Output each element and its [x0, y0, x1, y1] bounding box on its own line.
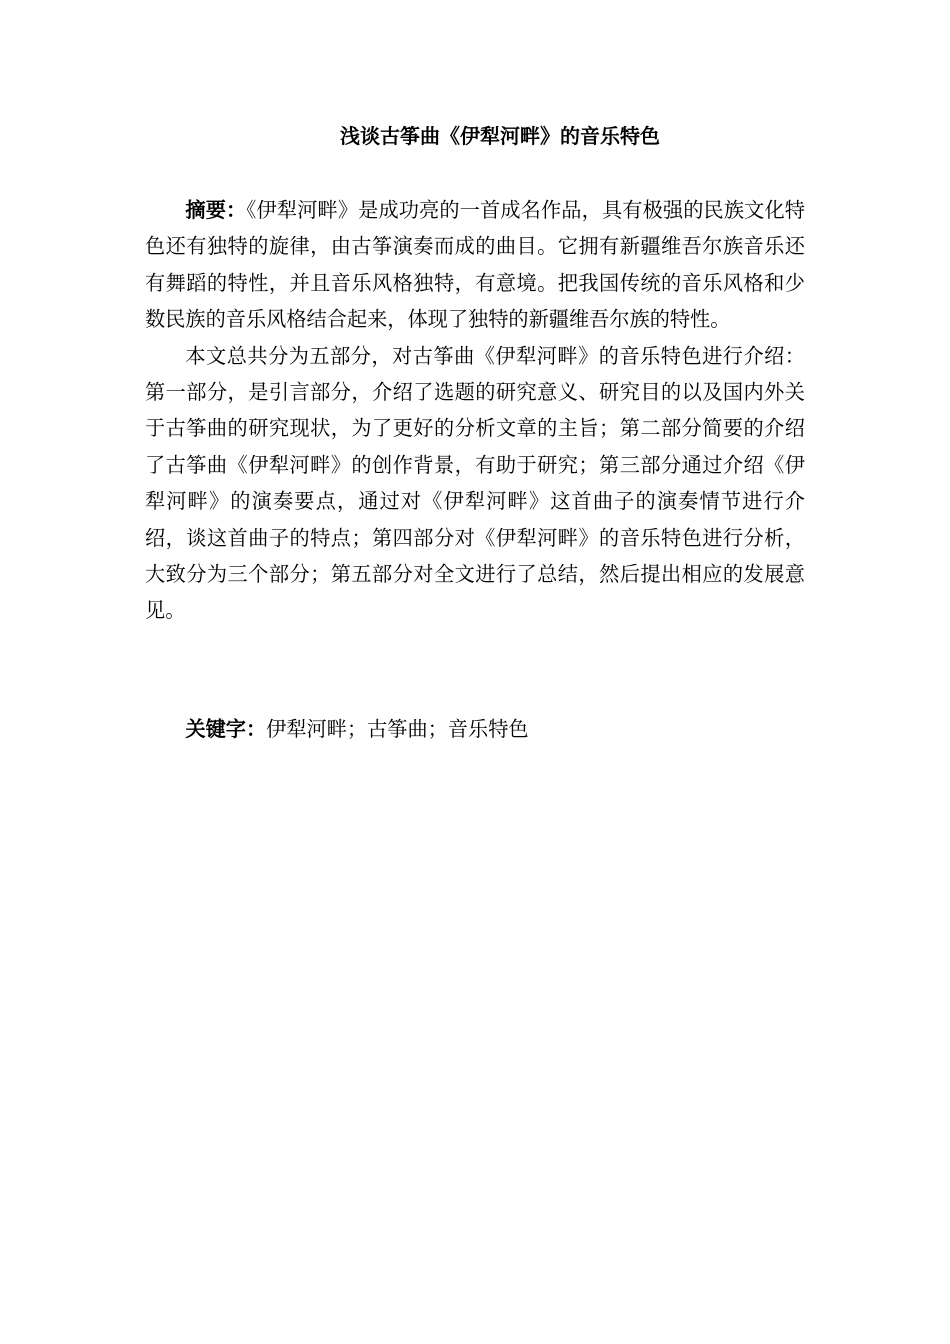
abstract-text-1: 《伊犁河畔》是成功亮的一首成名作品，具有极强的民族文化特色还有独特的旋律，由古筝演奏而成的曲目。它拥有新疆维吾尔族音乐还有舞蹈的特性，并且音乐风格独特，有意境。把我国传统的音乐风格和少数民族的音乐风格结合起来，体现了独特的新疆维吾尔族的特性。: [145, 198, 805, 332]
abstract-section: [145, 192, 805, 629]
abstract-label: 摘要：: [185, 198, 247, 222]
keywords-line: [145, 711, 805, 747]
keywords-value: 伊犁河畔；古筝曲；音乐特色: [266, 717, 529, 741]
abstract-paragraph-1: [145, 192, 805, 338]
abstract-paragraph-2: 本文总共分为五部分，对古筝曲《伊犁河畔》的音乐特色进行介绍：第一部分，是引言部分，介绍了选题的研究意义、研究目的以及国内外关于古筝曲的研究现状，为了更好的分析文章的主旨；第二部分简要的介绍了古筝曲《伊犁河畔》的创作背景，有助于研究；第三部分通过介绍《伊犁河畔》的演奏要点，通过对《伊犁河畔》这首曲子的演奏情节进行介绍，谈这首曲子的特点；第四部分对《伊犁河畔》的音乐特色进行分析，大致分为三个部分；第五部分对全文进行了总结，然后提出相应的发展意见。: [145, 343, 805, 623]
keywords-label: 关键字：: [185, 717, 267, 741]
document-title: 浅谈古筝曲《伊犁河畔》的音乐特色: [340, 124, 660, 148]
